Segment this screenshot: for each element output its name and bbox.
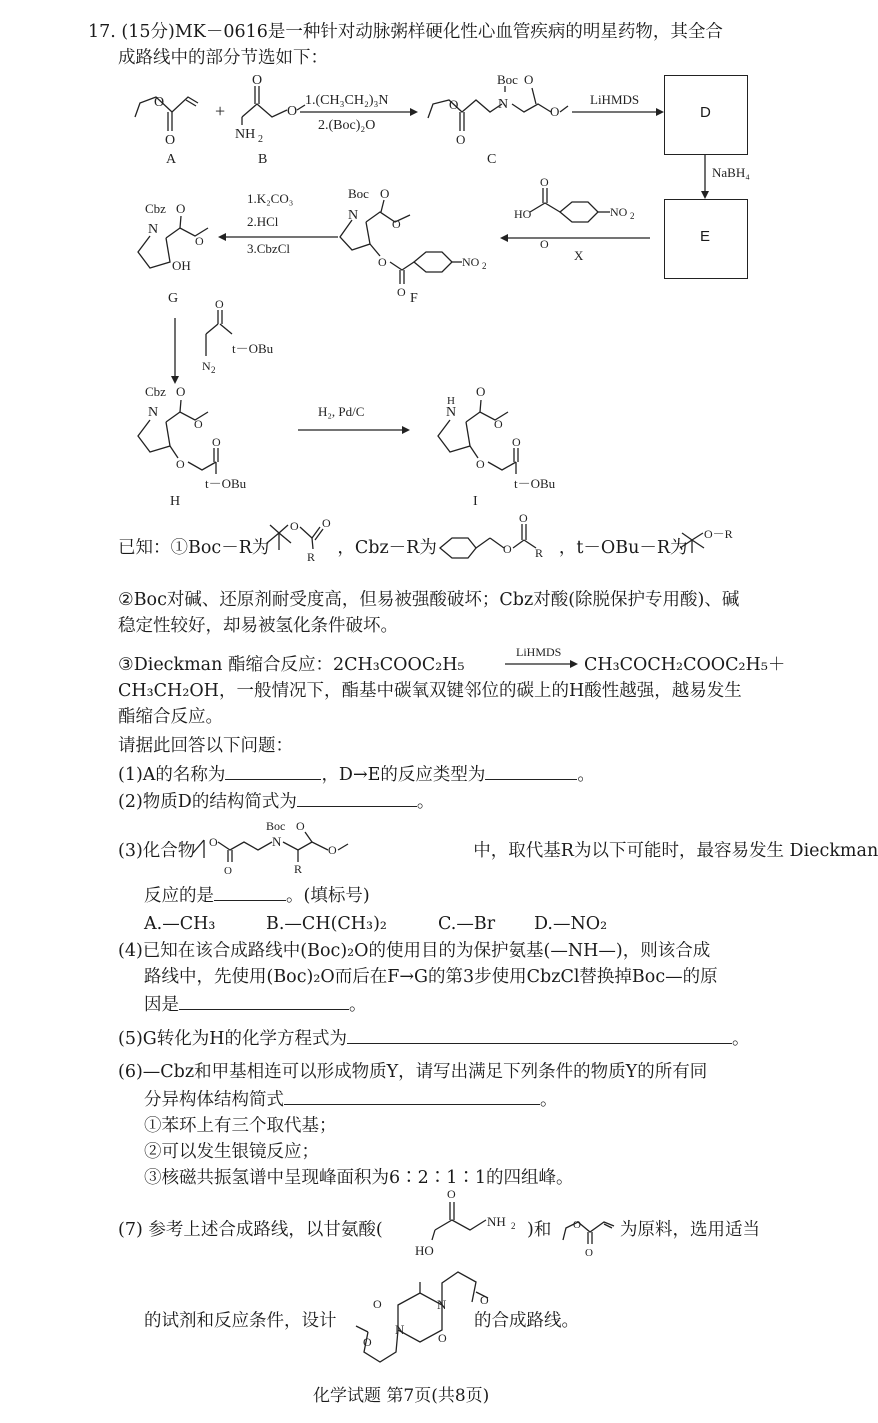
q7-line-2a: 的试剂和反应条件，设计 [144, 1311, 337, 1331]
svg-text:H: H [447, 395, 455, 407]
svg-text:N: N [437, 1297, 447, 1312]
svg-text:Boc: Boc [497, 72, 518, 87]
reagent-ab-c-2: 2.(Boc)₂O [318, 118, 376, 133]
reagent-f-g-3: 3.CbzCl [247, 241, 290, 256]
svg-text:N: N [348, 208, 359, 223]
reagent-c-d: LiHMDS [590, 92, 640, 107]
compound-g-structure [138, 201, 208, 273]
svg-text:Cbz: Cbz [145, 384, 166, 399]
svg-text:N: N [498, 97, 509, 112]
q2-blank[interactable] [297, 790, 417, 807]
compound-i-structure [438, 384, 556, 491]
diazo-reagent-structure [202, 297, 274, 375]
svg-text:O: O [176, 201, 186, 216]
svg-text:2: 2 [630, 211, 635, 221]
q4-line-1: (4)已知在该合成路线中(Boc)₂O的使用目的为保护氨基(—NH—)，则该合成 [118, 941, 711, 961]
svg-text:O: O [287, 104, 298, 119]
q4-line-3a: 因是 [144, 995, 179, 1015]
svg-text:O: O [397, 285, 406, 299]
svg-text:+: + [215, 101, 226, 121]
reagent-d-e: NaBH₄ [712, 165, 750, 180]
target-compound-structure [356, 1272, 489, 1362]
q7-line-1b: )和 [527, 1220, 552, 1240]
svg-text:O: O [447, 1187, 456, 1201]
svg-text:O: O [503, 542, 512, 556]
q6-line-2b: 。 [540, 1090, 558, 1110]
q6-line-2a: 分异构体结构简式 [144, 1090, 284, 1110]
compound-h-structure [138, 384, 247, 491]
svg-text:O: O [363, 1335, 372, 1349]
svg-text:O: O [524, 72, 534, 87]
svg-text:O: O [512, 435, 521, 449]
q6-condition-2: ②可以发生银镜反应； [144, 1142, 319, 1162]
svg-text:t－OBu: t－OBu [514, 476, 556, 491]
known-1-mid2: ，t－OBu－R为 [558, 538, 688, 558]
q4-line-3 [144, 993, 367, 1016]
q3-line-2a: 反应的是 [144, 886, 214, 906]
svg-text:N: N [202, 359, 211, 373]
label-h: H [170, 494, 181, 509]
q7-line-2b: 的合成路线。 [474, 1311, 579, 1331]
svg-text:O: O [378, 255, 387, 269]
svg-text:2: 2 [511, 1221, 516, 1231]
svg-text:O: O [195, 234, 204, 248]
q3-line-2 [144, 884, 370, 907]
reagent-f-g-1: 1.K₂CO₃ [247, 191, 294, 206]
q1 [118, 763, 595, 786]
q6-condition-1: ①苯环上有三个取代基； [144, 1116, 337, 1136]
svg-text:O: O [476, 384, 486, 399]
svg-text:O: O [585, 1247, 593, 1259]
intro-line-1: MK－0616是一种针对动脉粥样硬化性心血管疾病的明星药物，其全合 [174, 22, 723, 42]
svg-text:O: O [224, 865, 232, 877]
svg-text:NH: NH [235, 127, 256, 142]
known-3-line-3: 酯缩合反应。 [118, 707, 223, 727]
q1-blank-1[interactable] [225, 763, 321, 780]
q5-part-b: 。 [732, 1029, 750, 1049]
q7-line-1a: (7) 参考上述合成路线，以甘氨酸( [118, 1220, 383, 1240]
q5 [118, 1027, 750, 1050]
svg-text:2: 2 [258, 134, 263, 145]
dieckman-reagent: LiHMDS [516, 645, 562, 659]
ethyl-acrylate-structure [563, 1219, 614, 1259]
svg-text:Boc: Boc [266, 819, 286, 833]
known-1-prefix: 已知：①Boc－R为 [118, 538, 270, 558]
svg-text:O: O [322, 516, 331, 530]
q3-option-c[interactable]: C.—Br [438, 914, 496, 934]
svg-text:NO: NO [610, 205, 628, 219]
svg-text:O－R: O－R [704, 527, 733, 541]
question-score: (15分) [121, 22, 175, 42]
label-d: D [700, 104, 711, 121]
svg-text:N: N [395, 1322, 405, 1337]
known-3-line-2: CH₃CH₂OH，一般情况下，酯基中碳氧双键邻位的碳上的H酸性越强，越易发生 [118, 681, 742, 701]
svg-text:O: O [540, 237, 549, 251]
known-2-line-1: ②Boc对碱、还原剂耐受度高，但易被强酸破坏；Cbz对酸(除脱保护专用酸)、碱 [118, 590, 740, 610]
q1-part-b: ，D→E的反应类型为 [321, 765, 486, 785]
svg-text:O: O [252, 73, 263, 88]
q6-line-2 [144, 1088, 558, 1111]
q1-part-c: 。 [577, 765, 595, 785]
known-1 [118, 537, 688, 559]
q2-part-b: 。 [416, 792, 435, 812]
q4-blank[interactable] [179, 993, 349, 1010]
svg-text:Cbz: Cbz [145, 201, 166, 216]
q3-part-b: 中，取代基R为以下可能时，最容易发生 Dieckman [473, 841, 878, 861]
label-c: C [487, 152, 497, 167]
q7-line-1c: 为原料，选用适当 [620, 1220, 760, 1240]
page-footer: 化学试题 第7页(共8页) [313, 1386, 490, 1406]
svg-text:O: O [392, 217, 401, 231]
q2-part-a: (2)物质D的结构简式为 [118, 792, 297, 812]
label-b: B [258, 152, 268, 167]
svg-text:2: 2 [482, 261, 487, 271]
svg-text:HO: HO [415, 1243, 434, 1258]
compound-a-structure [135, 95, 198, 148]
q3-option-a[interactable]: A.—CH₃ [144, 914, 216, 934]
q3-part-a: (3)化合物 [118, 841, 196, 861]
svg-text:O: O [540, 175, 549, 189]
q5-part-a: (5)G转化为H的化学方程式为 [118, 1029, 348, 1049]
reagent-h-i: H₂, Pd/C [318, 404, 365, 419]
svg-text:O: O [456, 132, 466, 147]
reagent-f-g-2: 2.HCl [247, 214, 279, 229]
q1-part-a: (1)A的名称为 [118, 765, 226, 785]
q3-line-2b: 。(填标号) [286, 886, 370, 906]
svg-text:R: R [307, 550, 316, 564]
q2 [118, 790, 434, 813]
reagent-ab-c-1: 1.(CH₃CH₂)₃N [305, 93, 389, 108]
svg-text:R: R [294, 862, 303, 876]
q4-line-2: 路线中，先使用(Boc)₂O而后在F→G的第3步使用CbzCl替换掉Boc—的原 [144, 967, 718, 987]
svg-text:O: O [494, 417, 503, 431]
q3-option-b[interactable]: B.—CH(CH₃)₂ [266, 914, 387, 934]
svg-text:OH: OH [172, 258, 191, 273]
label-i: I [473, 494, 478, 509]
reagent-x-label: X [574, 248, 584, 263]
svg-text:O: O [519, 511, 528, 525]
compound-c-structure [428, 72, 568, 147]
svg-text:N: N [148, 222, 159, 237]
svg-text:O: O [449, 97, 459, 112]
svg-text:O: O [438, 1331, 447, 1345]
svg-text:2: 2 [211, 365, 216, 375]
q6-blank[interactable] [284, 1088, 540, 1105]
known-2-line-2: 稳定性较好，却易被氢化条件破坏。 [118, 616, 398, 636]
label-g: G [168, 291, 179, 306]
questions-prompt: 请据此回答以下问题： [118, 736, 293, 756]
svg-text:NO: NO [462, 255, 480, 269]
svg-text:O: O [480, 1293, 489, 1307]
q6-condition-3: ③核磁共振氢谱中呈现峰面积为6∶2∶1∶1的四组峰。 [144, 1168, 574, 1188]
reagent-g-h: t－OBu [232, 341, 274, 356]
svg-text:O: O [550, 104, 560, 119]
tobu-structure [680, 527, 733, 553]
intro-line-2: 成路线中的部分节选如下： [118, 48, 328, 68]
svg-text:N: N [148, 405, 159, 420]
svg-text:N: N [446, 405, 457, 420]
known-3-line-1a: ③Dieckman 酯缩合反应：2CH₃COOC₂H₅ [118, 655, 465, 675]
svg-text:R: R [535, 546, 544, 560]
known-3-line-1b: CH₃COCH₂COOC₂H₅＋ [584, 655, 786, 675]
svg-text:O: O [176, 384, 186, 399]
svg-text:O: O [373, 1297, 382, 1311]
svg-text:O: O [328, 843, 337, 857]
label-f: F [410, 291, 418, 306]
svg-text:O: O [296, 819, 305, 833]
svg-text:O: O [209, 835, 218, 849]
svg-text:N: N [272, 834, 282, 849]
svg-text:O: O [476, 457, 485, 471]
svg-text:O: O [194, 417, 203, 431]
svg-text:O: O [176, 457, 185, 471]
svg-text:O: O [154, 95, 165, 110]
glycine-structure [415, 1187, 516, 1258]
compound-b-structure [235, 73, 305, 145]
q5-blank[interactable] [347, 1027, 732, 1044]
label-e: E [700, 228, 711, 245]
svg-text:NH: NH [487, 1214, 506, 1229]
compound-f-structure [340, 186, 487, 299]
svg-text:O: O [290, 519, 299, 533]
svg-text:t－OBu: t－OBu [205, 476, 247, 491]
q3-line-1 [118, 840, 878, 862]
svg-text:O: O [215, 297, 224, 311]
q4-line-3b: 。 [349, 995, 367, 1015]
svg-text:O: O [380, 186, 390, 201]
label-a: A [166, 152, 177, 167]
compound-x-structure [514, 175, 635, 222]
svg-text:O: O [212, 435, 221, 449]
q3-blank[interactable] [214, 884, 286, 901]
svg-text:Boc: Boc [348, 186, 369, 201]
q3-option-d[interactable]: D.—NO₂ [534, 914, 608, 934]
svg-text:O: O [165, 133, 176, 148]
q3-options [144, 913, 607, 935]
known-1-mid: ，Cbz－R为 [337, 538, 437, 558]
svg-text:O: O [573, 1219, 581, 1231]
q1-blank-2[interactable] [485, 763, 577, 780]
question-number: 17. [88, 22, 116, 42]
q6-line-1: (6)—Cbz和甲基相连可以形成物质Y，请写出满足下列条件的物质Y的所有同 [118, 1062, 708, 1082]
svg-text:HO: HO [514, 207, 532, 221]
